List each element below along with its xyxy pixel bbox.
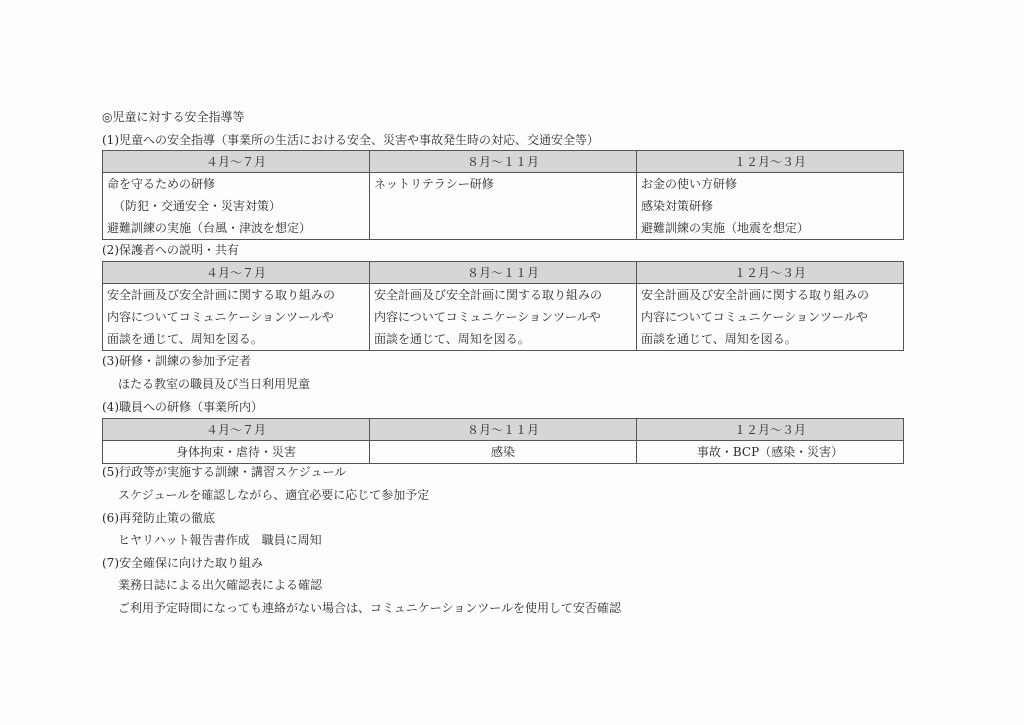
- header-apr-jul: ４月〜７月: [103, 151, 370, 173]
- section-1-title: (1)児童への安全指導（事業所の生活における安全、災害や事故発生時の対応、交通安全等）: [102, 133, 600, 147]
- cell-dec-mar: [637, 173, 904, 240]
- cell-line: 面談を通じて、周知を図る。: [641, 332, 797, 346]
- header-apr-jul: ４月〜７月: [103, 262, 370, 284]
- section-7-title: (7)安全確保に向けた取り組み: [102, 556, 263, 570]
- cell-line: 感染対策研修: [641, 199, 714, 213]
- cell-line: 避難訓練の実施（地震を想定）: [641, 221, 810, 235]
- cell-line: ネットリテラシー研修: [374, 177, 494, 191]
- section-1-table: [102, 150, 904, 240]
- table-row: [103, 173, 904, 240]
- header-aug-nov: ８月〜１１月: [370, 151, 637, 173]
- cell-line: 安全計画及び安全計画に関する取り組みの: [107, 288, 336, 302]
- section-7-body-2: ご利用予定時間になっても連絡がない場合は、コミュニケーションツールを使用して安否確認: [118, 601, 622, 615]
- cell-aug-nov: 感染: [370, 441, 637, 464]
- header-dec-mar: １２月〜３月: [637, 151, 904, 173]
- cell-aug-nov: [370, 284, 637, 351]
- cell-apr-jul: [103, 284, 370, 351]
- section-2-title: (2)保護者への説明・共有: [102, 243, 239, 257]
- cell-line: 安全計画及び安全計画に関する取り組みの: [374, 288, 603, 302]
- cell-line: 内容についてコミュニケーションツールや: [107, 310, 334, 324]
- cell-apr-jul: [103, 173, 370, 240]
- table-header-row: [103, 262, 904, 284]
- section-5-body: スケジュールを確認しながら、適宜必要に応じて参加予定: [118, 488, 430, 502]
- table-row: [103, 441, 904, 464]
- cell-line: 内容についてコミュニケーションツールや: [641, 310, 868, 324]
- table-header-row: [103, 419, 904, 441]
- section-6-title: (6)再発防止策の徹底: [102, 511, 215, 525]
- header-aug-nov: ８月〜１１月: [370, 419, 637, 441]
- section-3-title: (3)研修・訓練の参加予定者: [102, 354, 251, 368]
- cell-line: （防犯・交通安全・災害対策）: [113, 199, 282, 213]
- cell-line: 面談を通じて、周知を図る。: [374, 332, 530, 346]
- cell-aug-nov: [370, 173, 637, 240]
- cell-line: 安全計画及び安全計画に関する取り組みの: [641, 288, 870, 302]
- cell-line: 命を守るための研修: [107, 177, 216, 191]
- section-6-body: ヒヤリハット報告書作成 職員に周知: [118, 533, 322, 547]
- header-apr-jul: ４月〜７月: [103, 419, 370, 441]
- section-4-table: [102, 418, 904, 464]
- section-7-body-1: 業務日誌による出欠確認表による確認: [118, 578, 323, 592]
- page-heading: ◎児童に対する安全指導等: [102, 110, 245, 124]
- cell-line: 避難訓練の実施（台風・津波を想定）: [107, 221, 312, 235]
- cell-line: 面談を通じて、周知を図る。: [107, 332, 263, 346]
- cell-dec-mar: [637, 284, 904, 351]
- section-5-title: (5)行政等が実施する訓練・講習スケジュール: [102, 465, 347, 479]
- section-3-body: ほたる教室の職員及び当日利用児童: [118, 377, 311, 391]
- header-dec-mar: １２月〜３月: [637, 262, 904, 284]
- cell-line: 内容についてコミュニケーションツールや: [374, 310, 601, 324]
- section-4-title: (4)職員への研修（事業所内）: [102, 400, 263, 414]
- cell-apr-jul: 身体拘束・虐待・災害: [103, 441, 370, 464]
- cell-line: お金の使い方研修: [641, 177, 738, 191]
- header-aug-nov: ８月〜１１月: [370, 262, 637, 284]
- table-row: [103, 284, 904, 351]
- cell-dec-mar: 事故・BCP（感染・災害）: [637, 441, 904, 464]
- section-2-table: [102, 261, 904, 351]
- table-header-row: [103, 151, 904, 173]
- header-dec-mar: １２月〜３月: [637, 419, 904, 441]
